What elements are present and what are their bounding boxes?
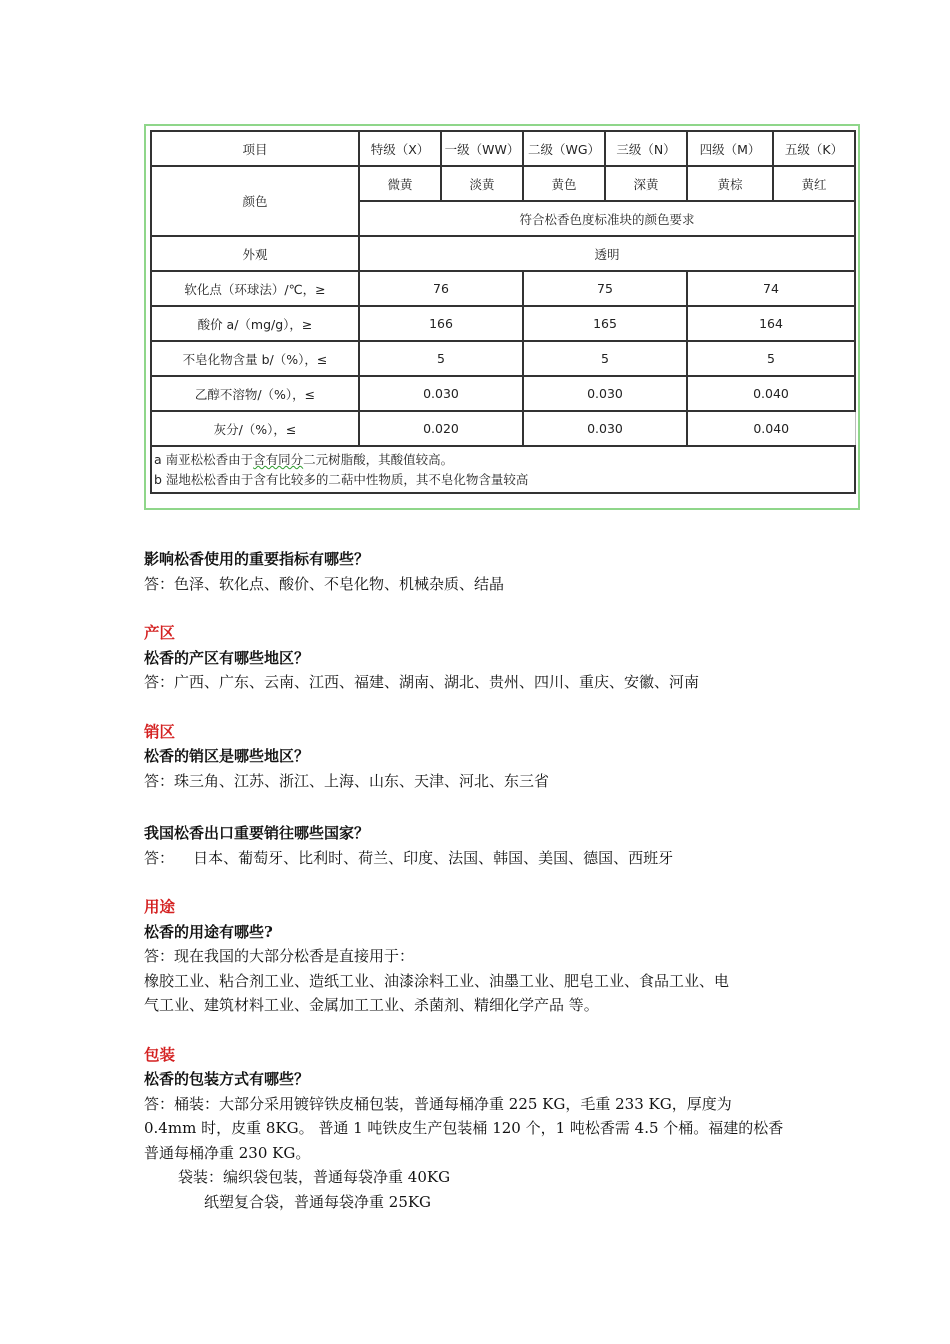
- table-notes: [151, 446, 855, 493]
- answer-3: 答：珠三角、江苏、浙江、上海、山东、天津、河北、东三省: [144, 771, 550, 790]
- header-cell-grade-x: 特级（X）: [359, 131, 441, 166]
- section-heading-market: 销区: [144, 721, 176, 741]
- answer-4: 答： 日本、葡萄牙、比利时、荷兰、印度、法国、韩国、美国、德国、西班牙: [144, 848, 674, 867]
- answer-5-line-2: 橡胶工业、粘合剂工业、造纸工业、油漆涂料工业、油墨工业、肥皂工业、食品工业、电: [144, 971, 730, 990]
- answer-6-line-5: 纸塑复合袋，普通每袋净重 25KG: [204, 1192, 432, 1211]
- table-row: [151, 411, 855, 446]
- color-standard-cell: 符合松香色度标准块的颜色要求: [359, 201, 855, 236]
- header-cell-item: 项目: [151, 131, 359, 166]
- header-cell-grade-k: 五级（K）: [773, 131, 855, 166]
- table-row: [151, 271, 855, 306]
- row-label-color: 颜色: [151, 166, 359, 236]
- rosin-grade-table: [150, 130, 856, 494]
- table-row-color: [151, 166, 855, 201]
- qa-content: [144, 547, 824, 1214]
- table-cell: 76: [359, 271, 523, 306]
- answer-6-line-2: 0.4mm 时，皮重 8KG。 普通 1 吨铁皮生产包装桶 120 个，1 吨松香需 4.5 个桶。福建的松香: [144, 1119, 784, 1137]
- question-1: 影响松香使用的重要指标有哪些？: [144, 550, 370, 568]
- header-cell-grade-m: 四级（M）: [687, 131, 773, 166]
- appearance-value: 透明: [359, 236, 855, 271]
- header-cell-grade-n: 三级（N）: [605, 131, 687, 166]
- note-a-suffix: 二元树脂酸，其酸值较高。: [303, 452, 454, 467]
- table-cell: 0.030: [523, 411, 687, 446]
- note-a-prefix: a 南亚松松香由于: [154, 452, 254, 467]
- note-b: b 湿地松松香由于含有比较多的二萜中性物质，其不皂化物含量较高: [154, 472, 529, 487]
- table-cell: 0.040: [687, 376, 855, 411]
- row-label: 灰分/（%），≤: [151, 411, 359, 446]
- row-label: 酸价 a/（mg/g），≥: [151, 306, 359, 341]
- section-heading-origin: 产区: [144, 623, 176, 642]
- question-2: 松香的产区有哪些地区？: [144, 648, 310, 667]
- table-cell: 0.030: [523, 376, 687, 411]
- table-cell: 0.030: [359, 376, 523, 411]
- header-cell-grade-wg: 二级（WG）: [523, 131, 605, 166]
- color-value: 淡黄: [441, 166, 523, 201]
- note-a: [154, 450, 852, 470]
- question-5: 松香的用途有哪些?: [144, 922, 273, 941]
- table-cell: 75: [523, 271, 687, 306]
- answer-2: 答：广西、广东、云南、江西、福建、湖南、湖北、贵州、四川、重庆、安徽、河南: [144, 673, 700, 691]
- table-row: [151, 376, 855, 411]
- table-cell: 164: [687, 306, 855, 341]
- row-label-appearance: 外观: [151, 236, 359, 271]
- table-cell: 5: [359, 341, 523, 376]
- answer-5-line-1: 答：现在我国的大部分松香是直接用于：: [144, 947, 415, 965]
- color-value: 深黄: [605, 166, 687, 201]
- answer-6-line-1: 答：桶装：大部分采用镀锌铁皮桶包装，普通每桶净重 225 KG，毛重 233 KG，厚度为: [144, 1094, 732, 1113]
- section-heading-usage: 用途: [144, 897, 176, 916]
- table-row: [151, 306, 855, 341]
- answer-1: 答：色泽、软化点、酸价、不皂化物、机械杂质、结晶: [144, 574, 505, 593]
- table-cell: 0.040: [687, 411, 855, 446]
- table-row: [151, 341, 855, 376]
- table-cell: 5: [687, 341, 855, 376]
- table-cell: 74: [687, 271, 855, 306]
- row-label: 不皂化物含量 b/（%），≤: [151, 341, 359, 376]
- table-row-appearance: [151, 236, 855, 271]
- table-header-row: [151, 131, 855, 166]
- question-6: 松香的包装方式有哪些？: [144, 1070, 310, 1088]
- answer-5-line-3: 气工业、建筑材料工业、金属加工工业、杀菌剂、精细化学产品 等。: [144, 996, 599, 1014]
- color-value: 黄棕: [687, 166, 773, 201]
- color-value: 黄红: [773, 166, 855, 201]
- question-4: 我国松香出口重要销往哪些国家？: [144, 824, 370, 842]
- table-cell: 165: [523, 306, 687, 341]
- answer-6-line-3: 普通每桶净重 230 KG。: [144, 1143, 311, 1162]
- answer-6-line-4: 袋装：编织袋包装，普通每袋净重 40KG: [178, 1168, 451, 1186]
- row-label: 乙醇不溶物/（%），≤: [151, 376, 359, 411]
- header-cell-grade-ww: 一级（WW）: [441, 131, 523, 166]
- row-label: 软化点（环球法）/℃，≥: [151, 271, 359, 306]
- note-a-squiggle: 含有同分: [253, 452, 304, 467]
- color-value: 黄色: [523, 166, 605, 201]
- section-heading-packaging: 包装: [144, 1044, 176, 1064]
- color-value: 微黄: [359, 166, 441, 201]
- question-3: 松香的销区是哪些地区？: [144, 747, 310, 765]
- table-cell: 0.020: [359, 411, 523, 446]
- specification-table-frame: [144, 124, 860, 510]
- table-cell: 166: [359, 306, 523, 341]
- table-cell: 5: [523, 341, 687, 376]
- table-notes-row: [151, 446, 855, 493]
